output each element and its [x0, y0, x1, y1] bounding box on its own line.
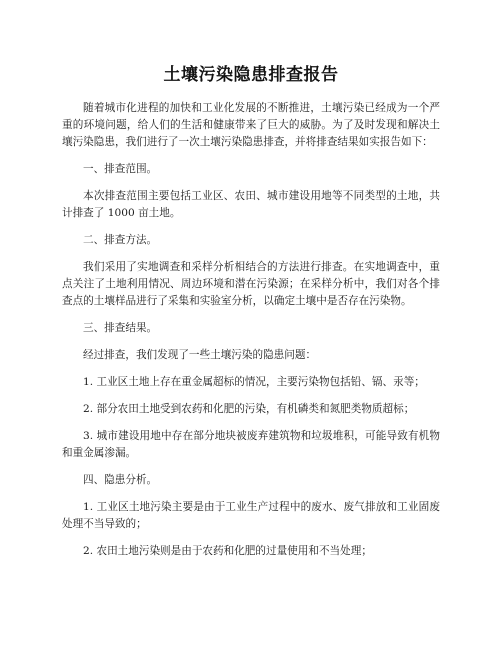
- scope-paragraph: 本次排查范围主要包括工业区、农田、城市建设用地等不同类型的土地，共计排查了 1000 亩土地。: [62, 190, 440, 219]
- section-heading-method: 二、排查方法。: [83, 234, 158, 246]
- method-paragraph: 我们采用了实地调查和采样分析相结合的方法进行排查。在实地调查中，重点关注了土地利用情况、周边环境和潜在污染源；在采样分析中，我们对各个排查点的土壤样品进行了采集和实验室分析，以确定土壤中是否存在污染物。: [62, 261, 440, 307]
- document-title: 土壤污染隐患排查报告: [163, 65, 339, 85]
- result-item-1: 1. 工业区土地上存在重金属超标的情况，主要污染物包括铅、镉、汞等；: [83, 376, 425, 388]
- section-heading-scope: 一、排查范围。: [83, 163, 158, 175]
- analysis-item-2: 2. 农田土地污染则是由于农药和化肥的过量使用和不当处理；: [83, 545, 372, 557]
- results-intro-paragraph: 经过排查，我们发现了一些土壤污染的隐患问题：: [83, 349, 317, 361]
- document-body: [62, 100, 440, 570]
- analysis-item-1: 1. 工业区土地污染主要是由于工业生产过程中的废水、废气排放和工业固废处理不当导致的；: [62, 501, 440, 530]
- section-heading-results: 三、排查结果。: [83, 322, 158, 334]
- section-heading-analysis: 四、隐患分析。: [83, 474, 158, 486]
- intro-paragraph: 随着城市化进程的加快和工业化发展的不断推进，土壤污染已经成为一个严重的环境问题，给人们的生活和健康带来了巨大的威胁。为了及时发现和解决土壤污染隐患，我们进行了一次土壤污染隐患排查，并将排查结果如实报告如下：: [62, 102, 440, 148]
- result-item-2: 2. 部分农田土地受到农药和化肥的污染，有机磷类和氮肥类物质超标；: [83, 403, 415, 415]
- result-item-3: 3. 城市建设用地中存在部分地块被废弃建筑物和垃圾堆积，可能导致有机物和重金属渗漏。: [62, 430, 440, 459]
